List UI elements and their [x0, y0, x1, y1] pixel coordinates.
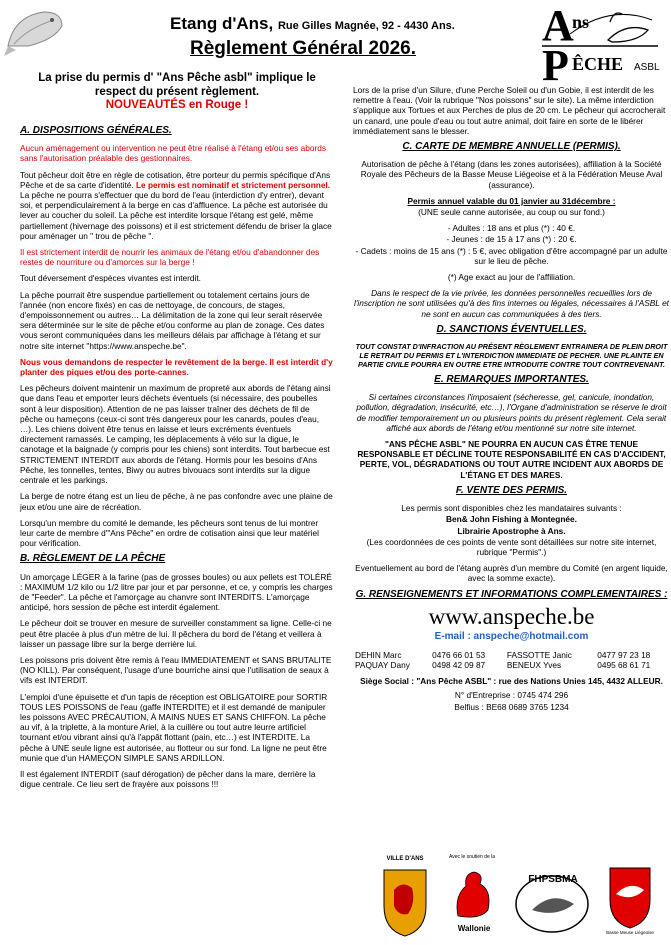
section-c-title: C. CARTE DE MEMBRE ANNUELLE (PERMIS). — [402, 141, 621, 153]
ans-logo-label: VILLE D'ANS — [386, 856, 424, 862]
logo-text-ns: ns — [572, 12, 590, 32]
ans-peche-logo — [540, 4, 666, 84]
contact-row: DEHIN Marc 0476 66 01 53 FASSOTTE Janic 0477 97 23 18 — [355, 650, 651, 661]
page-title — [170, 14, 540, 34]
age-note: (*) Age exact au jour de l'affiliation. — [447, 272, 576, 283]
title-text: Etang d'Ans, — [170, 14, 274, 33]
section-d-p1: TOUT CONSTAT D'INFRACTION AU PRÉSENT RÈGLEMENT ENTRAINERA DE PLEIN DROIT LE RETRAIT DU PERMIS ET L'INTERDICTION IMMEDIATE DE PECHER. UNE PLAINTE EN PARTIE CIVILE POURRA EN OUTRE ETRE INTRODUITE CONTRE TOUT CONTREVENANT. — [355, 342, 668, 370]
section-b-p2: Le pêcheur doit se trouver en mesure de surveiller constamment sa ligne. Celle-ci ne peut être placée à plus d'un mètre de lui. Il pêchera du bord de l'étang et veillera à laisser un passage libre sur la berge derrière lui. — [20, 618, 332, 649]
section-a-p4: Tout déversement d'espèces vivantes est interdit. — [20, 273, 201, 284]
shop-1: Ben& John Fishing à Montegnée. — [446, 514, 577, 525]
logo-text-eche: ÊCHE — [572, 54, 624, 74]
section-e-p2: "ANS PÊCHE ASBL" NE POURRA EN AUCUN CAS ÊTRE TENUE RESPONSABLE ET DÉCLINE TOUTE RESPONSABILITÉ EN CAS D'ACCIDENT, PERTE, VOL, DÉGRADATIONS OU TOUT AUTRE INCIDENT AUX ABORDS DE L'ÉTANG ET DES MARES. — [357, 439, 666, 480]
section-b-p4: L'emploi d'une épuisette et d'un tapis de réception est OBLIGATOIRE pour SORTIR TOUS LES POISSONS de l'eau (gaffe INTERDITE) et il est demandé de manipuler les poissons AVEC PRÉCAUTION, À MAINS NUES ET SANS CHIFFON. La pêche au vif, à la triplette, à la monture Ariel, à la cuillère ou tout autre leurre artificiel tournant et/ou vibrant ainsi qu'à l'appât flottant (pain, etc…) est INTERDITE. La pêche à UNE seule ligne est autorisée, au flotteur ou sur fond. La ligne ne peut être munie que d'un HAMEÇON SIMPLE SANS ARDILLON. — [20, 691, 328, 763]
privacy-note: Dans le respect de la vie privée, les données personnelles recueillies lors de l'inscription ne sont utilisées qu'à des fins internes ou légales, nécessaires à l'ASBL et ne sont en aucun cas communiquées à des tiers. — [354, 288, 669, 319]
enterprise-number: N° d'Entreprise : 0745 474 296 — [454, 690, 569, 701]
section-c-p1: Autorisation de pêche à l'étang (dans les zones autorisées), affiliation à la Société Royale des Pêcheurs de la Basse Meuse Liégeoise et à la Fédération Meuse Aval (assurance). — [360, 159, 663, 190]
section-f-p2: (Les coordonnées de ces points de vente sont détaillées sur notre site internet, rubrique "Permis".) — [366, 536, 657, 557]
address-text: Rue Gilles Magnée, 92 - 4430 Ans. — [277, 20, 455, 32]
permit-personal-notice: Le permis est nominatif et strictement personnel. — [135, 179, 331, 190]
section-a-p6: Nous vous demandons de respecter le revêtement de la berge. Il est interdit d'y planter des piques et/ou des porte-cannes. — [20, 356, 333, 378]
wallonie-top-text: Avec le soutien de la — [448, 854, 496, 860]
wallonie-label: Wallonie — [457, 924, 491, 933]
section-a-p9: Lorsqu'un membre du comité le demande, les pêcheurs sont tenus de lui montrer leur carte de membre d'"Ans Pêche" en ordre de cotisation ainsi que leur matériel pour vérification. — [20, 517, 319, 549]
section-b-p5: Il est également INTERDIT (sauf dérogation) de pêcher dans la mare, derrière la digue centrale. Ce lieu sert de frayère aux poissons !!! — [20, 768, 316, 790]
intro-line: La prise du permis d' "Ans Pêche asbl" implique le respect du présent règlement. — [38, 72, 316, 98]
basse-meuse-shield-icon — [606, 854, 654, 930]
section-a-p1: Aucun aménagement ou intervention ne peut être réalisé à l'étang et/ou ses abords sans l'autorisation préalable des gestionnaires. — [20, 143, 327, 164]
permit-validity: Permis annuel valable du 01 janvier au 31décembre : — [407, 195, 616, 206]
section-e-p1: Si certaines circonstances l'imposaient (sécheresse, gel, canicule, inondation, pollution, dégradation, insécurité, etc…), l'Organe d'administration se réserve le droit de modifier temporairement un ou plusieurs points du présent règlement. Cela serait affiché aux abords de l'étang et/ou mentionné sur notre site internet. — [356, 392, 667, 433]
section-a-p2: Tout pêcheur doit être en règle de cotisation, être porteur du permis spécifique d'Ans Pêche et de sa carte d'identité. Le permis est nominatif et strictement personnel. La pêche ne pourra s'effectuer que du bord de l'eau (interdiction d'y entrer), devant soi, et perpendiculairement à la berge en cas d'affluence. La pêche est autorisée du lever au coucher du soleil. La pêche est interdite lorsque l'étang est gelé, même partiellement (hivernage des poissons) et il est strictement défendu de briser la glace pour aménager un " trou de pêche ". — [20, 169, 332, 241]
price-cadets: - Cadets : moins de 15 ans (*) : 5 €, avec obligation d'être accompagné par un adulte sur le lieu de pêche. — [355, 245, 668, 266]
section-b-p3: Les poissons pris doivent être remis à l'eau IMMEDIATEMENT et SANS BRUTALITE (NO KILL). Par conséquent, l'usage d'une bourriche ainsi que l'utilisation de seaux à vifs est INTERDIT. — [20, 654, 332, 686]
section-a-p5: La pêche pourrait être suspendue partiellement ou totalement certains jours de l'année (non encore fixés) en cas de nettoyage, de concours, de stages, d'empoissonnement ou autres… La délimitation de la zone qui leur serait réservée sera déterminée sur le site de pêche et/ou conforme au plan de zonage. Ces dates vous seront communiquées dans les meilleurs délais par affichage à l'étang et sur notre site internet "https://www.anspeche.be". — [20, 289, 325, 351]
intro-block — [22, 72, 332, 113]
intro-new-in-red: NOUVEAUTÉS en Rouge ! — [105, 99, 249, 111]
contact-row: PAQUAY Dany 0498 42 09 87 BENEUX Yves 0495 68 61 71 — [355, 660, 651, 671]
section-f-p1: Les permis sont disponibles chez les mandataires suivants : — [401, 503, 622, 514]
contacts-table — [353, 650, 670, 670]
section-f-p3: Eventuellement au bord de l'étang auprès d'un membre du Comité (en argent liquide, avec la somme exacte). — [355, 563, 668, 584]
section-g-title: G. RENSEIGNEMENTS ET INFORMATIONS COMPLEMENTAIRES : — [355, 588, 668, 600]
section-a-title: A. DISPOSITIONS GÉNÉRALES. — [20, 125, 172, 136]
ans-shield-icon — [380, 866, 430, 938]
section-b-title: B. RÈGLEMENT DE LA PÊCHE — [20, 553, 166, 565]
email-link[interactable]: E-mail : anspeche@hotmail.com — [434, 630, 589, 642]
section-b-p6: Lors de la prise d'un Silure, d'une Perche Soleil ou d'un Gobie, il est interdit de les remettre à l'eau. (Voir la rubrique "Nos poissons" sur le site). La même interdiction s'applique aux Tortues et aux Perches de plus de 20 cm. Le pêcheur qui accrocherait un canard, une poule d'eau ou tout autre animal, doit faire en sorte de le libérer immédiatement sans le blesser. — [353, 85, 666, 136]
section-f-title: F. VENTE DES PERMIS. — [455, 484, 568, 496]
price-youth: - Jeunes : de 15 à 17 ans (*) : 20 €. — [446, 234, 577, 245]
fhpsbma-label: FHPSBMA — [528, 874, 578, 885]
section-e-title: E. REMARQUES IMPORTANTES. — [434, 374, 589, 386]
bank-account: Belfius : BE68 0689 3765 1234 — [454, 701, 569, 712]
permit-validity-sub: (UNE seule canne autorisée, au coup ou sur fond.) — [418, 207, 605, 218]
basse-meuse-label: Basse Meuse Liégeoise — [606, 930, 654, 935]
section-a-p3: Il est strictement interdit de nourrir les animaux de l'étang et/ou d'abandonner des restes de nourriture ou d'amorces sur la berge ! — [20, 247, 320, 268]
section-b-p1: Un amorçage LÉGER à la farine (pas de grosses boules) ou aux pellets est TOLÉRÉ : MAXIMUM 1/2 kilo ou 1/2 litre par jour et par personne, et ce, y compris les charges de "Feeder". La pêche et l'amorçage au chanvre sont INTERDITS. L'amorçage anticipé, hors session de pêche est interdit également. — [20, 571, 333, 613]
svg-text:P: P — [542, 41, 569, 84]
social-seat: Siège Social : "Ans Pêche ASBL" : rue des Nations Unies 145, 4432 ALLEUR. — [360, 676, 663, 687]
wallonie-rooster-icon — [450, 866, 496, 924]
sponsor-logos — [372, 850, 662, 942]
website-link[interactable]: www.anspeche.be — [428, 603, 595, 629]
right-column — [353, 85, 670, 718]
section-a-p8: La berge de notre étang est un lieu de pêche, à ne pas confondre avec une plaine de jeux et/ou une aire de récréation. — [20, 491, 333, 512]
logo-text-asbl: ASBL — [634, 62, 660, 73]
page-subtitle: Règlement Général 2026. — [190, 38, 416, 59]
svg-text:A: A — [542, 4, 574, 50]
price-adults: - Adultes : 18 ans et plus (*) : 40 €. — [447, 223, 576, 234]
shop-2: Librairie Apostrophe à Ans. — [457, 525, 566, 536]
section-d-title: D. SANCTIONS ÉVENTUELLES. — [436, 323, 587, 335]
fish-logo-icon — [4, 6, 66, 58]
left-column — [20, 120, 334, 795]
section-a-p7: Les pêcheurs doivent maintenir un maximum de propreté aux abords de l'étang ainsi que dans l'eau et emporter leurs déchets éventuels (si nécessaire, des poubelles sont à leur disposition). Attention de ne pas laisser traîner des déchets de fil de pêche ou hameçons (ceux-ci sont très dangereux pour les canards, poules d'eau, …). Les chiens doivent être tenus en laisse et leurs excréments éventuels directement ramassés. Le camping, les déplacements à vélo sur la digue, le canotage et la baignade (y compris pour les chiens) sont interdits. Tout barbecue est STRICTEMENT INTERDIT aux abords de l'étang. Hormis pour les besoins d'Ans Pêche, les tonnelles, tentes, Biwy ou autres bivouacs sont interdits sur la digue centrale et les parkings. — [20, 383, 331, 486]
